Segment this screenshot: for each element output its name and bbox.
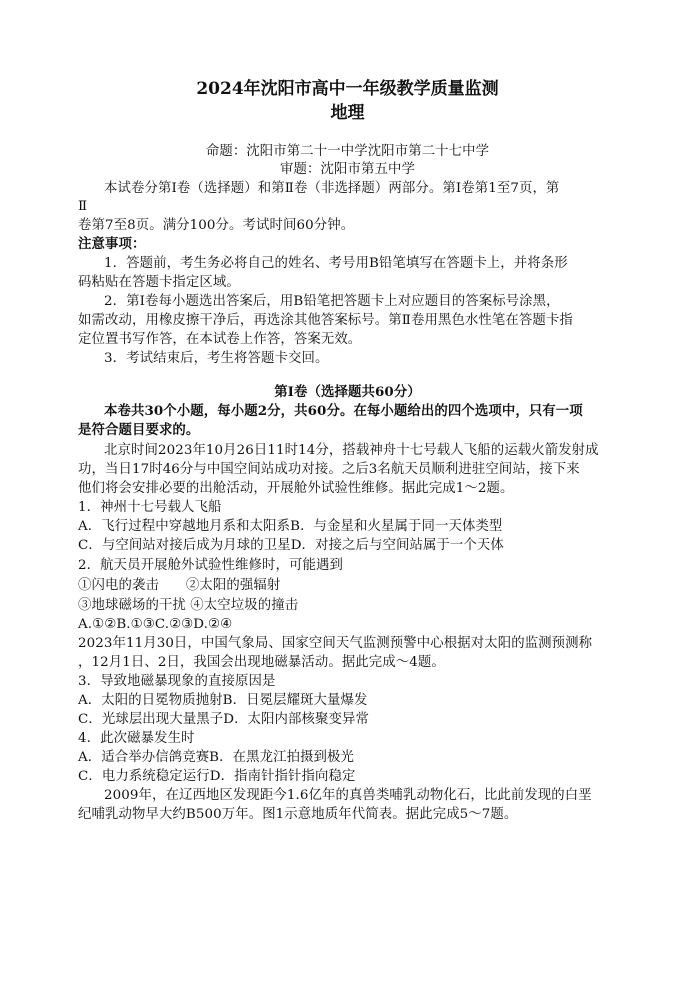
notice-item: 3．考试结束后，考生将答题卡交回。: [104, 351, 329, 366]
notice-heading: 注意事项：: [78, 236, 146, 252]
question-options: C．光球层出现大量黑子D．太阳内部核聚变异常: [78, 712, 369, 727]
intro-line: 本试卷分第Ⅰ卷（选择题）和第Ⅱ卷（非选择题）两部分。第Ⅰ卷第1至7页，第: [104, 181, 560, 196]
question-options: A．太阳的日冕物质抛射B．日冕层耀斑大量爆发: [78, 693, 368, 708]
question-options: A．适合举办信鸽竞赛B．在黑龙江拍摄到极光: [78, 750, 355, 765]
section-desc: 是符合题目要求的。: [78, 422, 200, 438]
section-heading: 第Ⅰ卷（选择题共60分）: [274, 384, 421, 400]
passage-line: 2023年11月30日，中国气象局、国家空间天气监测预警中心根据对太阳的监测预测称: [78, 636, 593, 651]
passage-line: 纪哺乳动物早大约B500万年。图1示意地质年代简表。据此完成5～7题。: [78, 807, 518, 822]
notice-item: 定位置书写作答，在本试卷上作答，答案无效。: [78, 332, 362, 347]
question-options: A．飞行过程中穿越地月系和太阳系B．与金星和火星属于同一天体类型: [78, 519, 503, 534]
passage-line: 2009年，在辽西地区发现距今1.6亿年的真兽类哺乳动物化石，比此前发现的白垩: [104, 788, 592, 803]
question-options: C．与空间站对接后成为月球的卫星D．对接之后与空间站属于一个天体: [78, 538, 504, 553]
reviewer-line: 审题：沈阳市第五中学: [280, 162, 415, 177]
notice-item: 如需改动，用橡皮擦干净后，再选涂其他答案标号。第Ⅱ卷用黑色水性笔在答题卡指: [78, 313, 573, 328]
question-stem: 4．此次磁暴发生时: [78, 731, 195, 746]
question-stem: 1．神州十七号载人飞船: [78, 500, 222, 515]
passage-line: 他们将会安排必要的出舱活动，开展舱外试验性维修。据此完成1～2题。: [78, 481, 514, 496]
notice-item: 1．答题前，考生务必将自己的姓名、考号用B铅笔填写在答题卡上，并将条形: [104, 256, 568, 271]
question-choices: A.①②B.①③C.②③D.②④: [78, 617, 233, 632]
intro-line: Ⅱ: [78, 199, 88, 214]
passage-line: ，12月1日、2日，我国会出现地磁暴活动。据此完成～4题。: [78, 655, 445, 670]
notice-item: 码粘贴在答题卡指定区域。: [78, 275, 240, 290]
question-stem: 3．导致地磁暴现象的直接原因是: [78, 674, 276, 689]
passage-line: 北京时间2023年10月26日11时14分，搭载神舟十七号载人飞船的运载火箭发射成: [104, 443, 599, 458]
question-options: C．电力系统稳定运行D．指南针指针指向稳定: [78, 769, 356, 784]
exam-subject: 地理: [330, 103, 365, 123]
question-options: ①闪电的袭击 ②太阳的强辐射: [78, 578, 281, 593]
intro-line: 卷第7至8页。满分100分。考试时间60分钟。: [78, 218, 355, 233]
question-options: ③地球磁场的干扰 ④太空垃圾的撞击: [78, 598, 299, 613]
proposer-line: 命题：沈阳市第二十一中学沈阳市第二十七中学: [205, 144, 490, 159]
passage-line: 功，当日17时46分与中国空间站成功对接。之后3名航天员顺利进驻空间站，接下来: [78, 462, 580, 477]
exam-title: 2024年沈阳市高中一年级教学质量监测: [196, 79, 499, 99]
question-stem: 2．航天员开展舱外试验性维修时，可能遇到: [78, 558, 343, 573]
notice-item: 2．第Ⅰ卷每小题选出答案后，用B铅笔把答题卡上对应题目的答案标号涂黑，: [104, 294, 560, 309]
section-desc: 本卷共30个小题，每小题2分，共60分。在每小题给出的四个选项中，只有一项: [104, 403, 583, 419]
